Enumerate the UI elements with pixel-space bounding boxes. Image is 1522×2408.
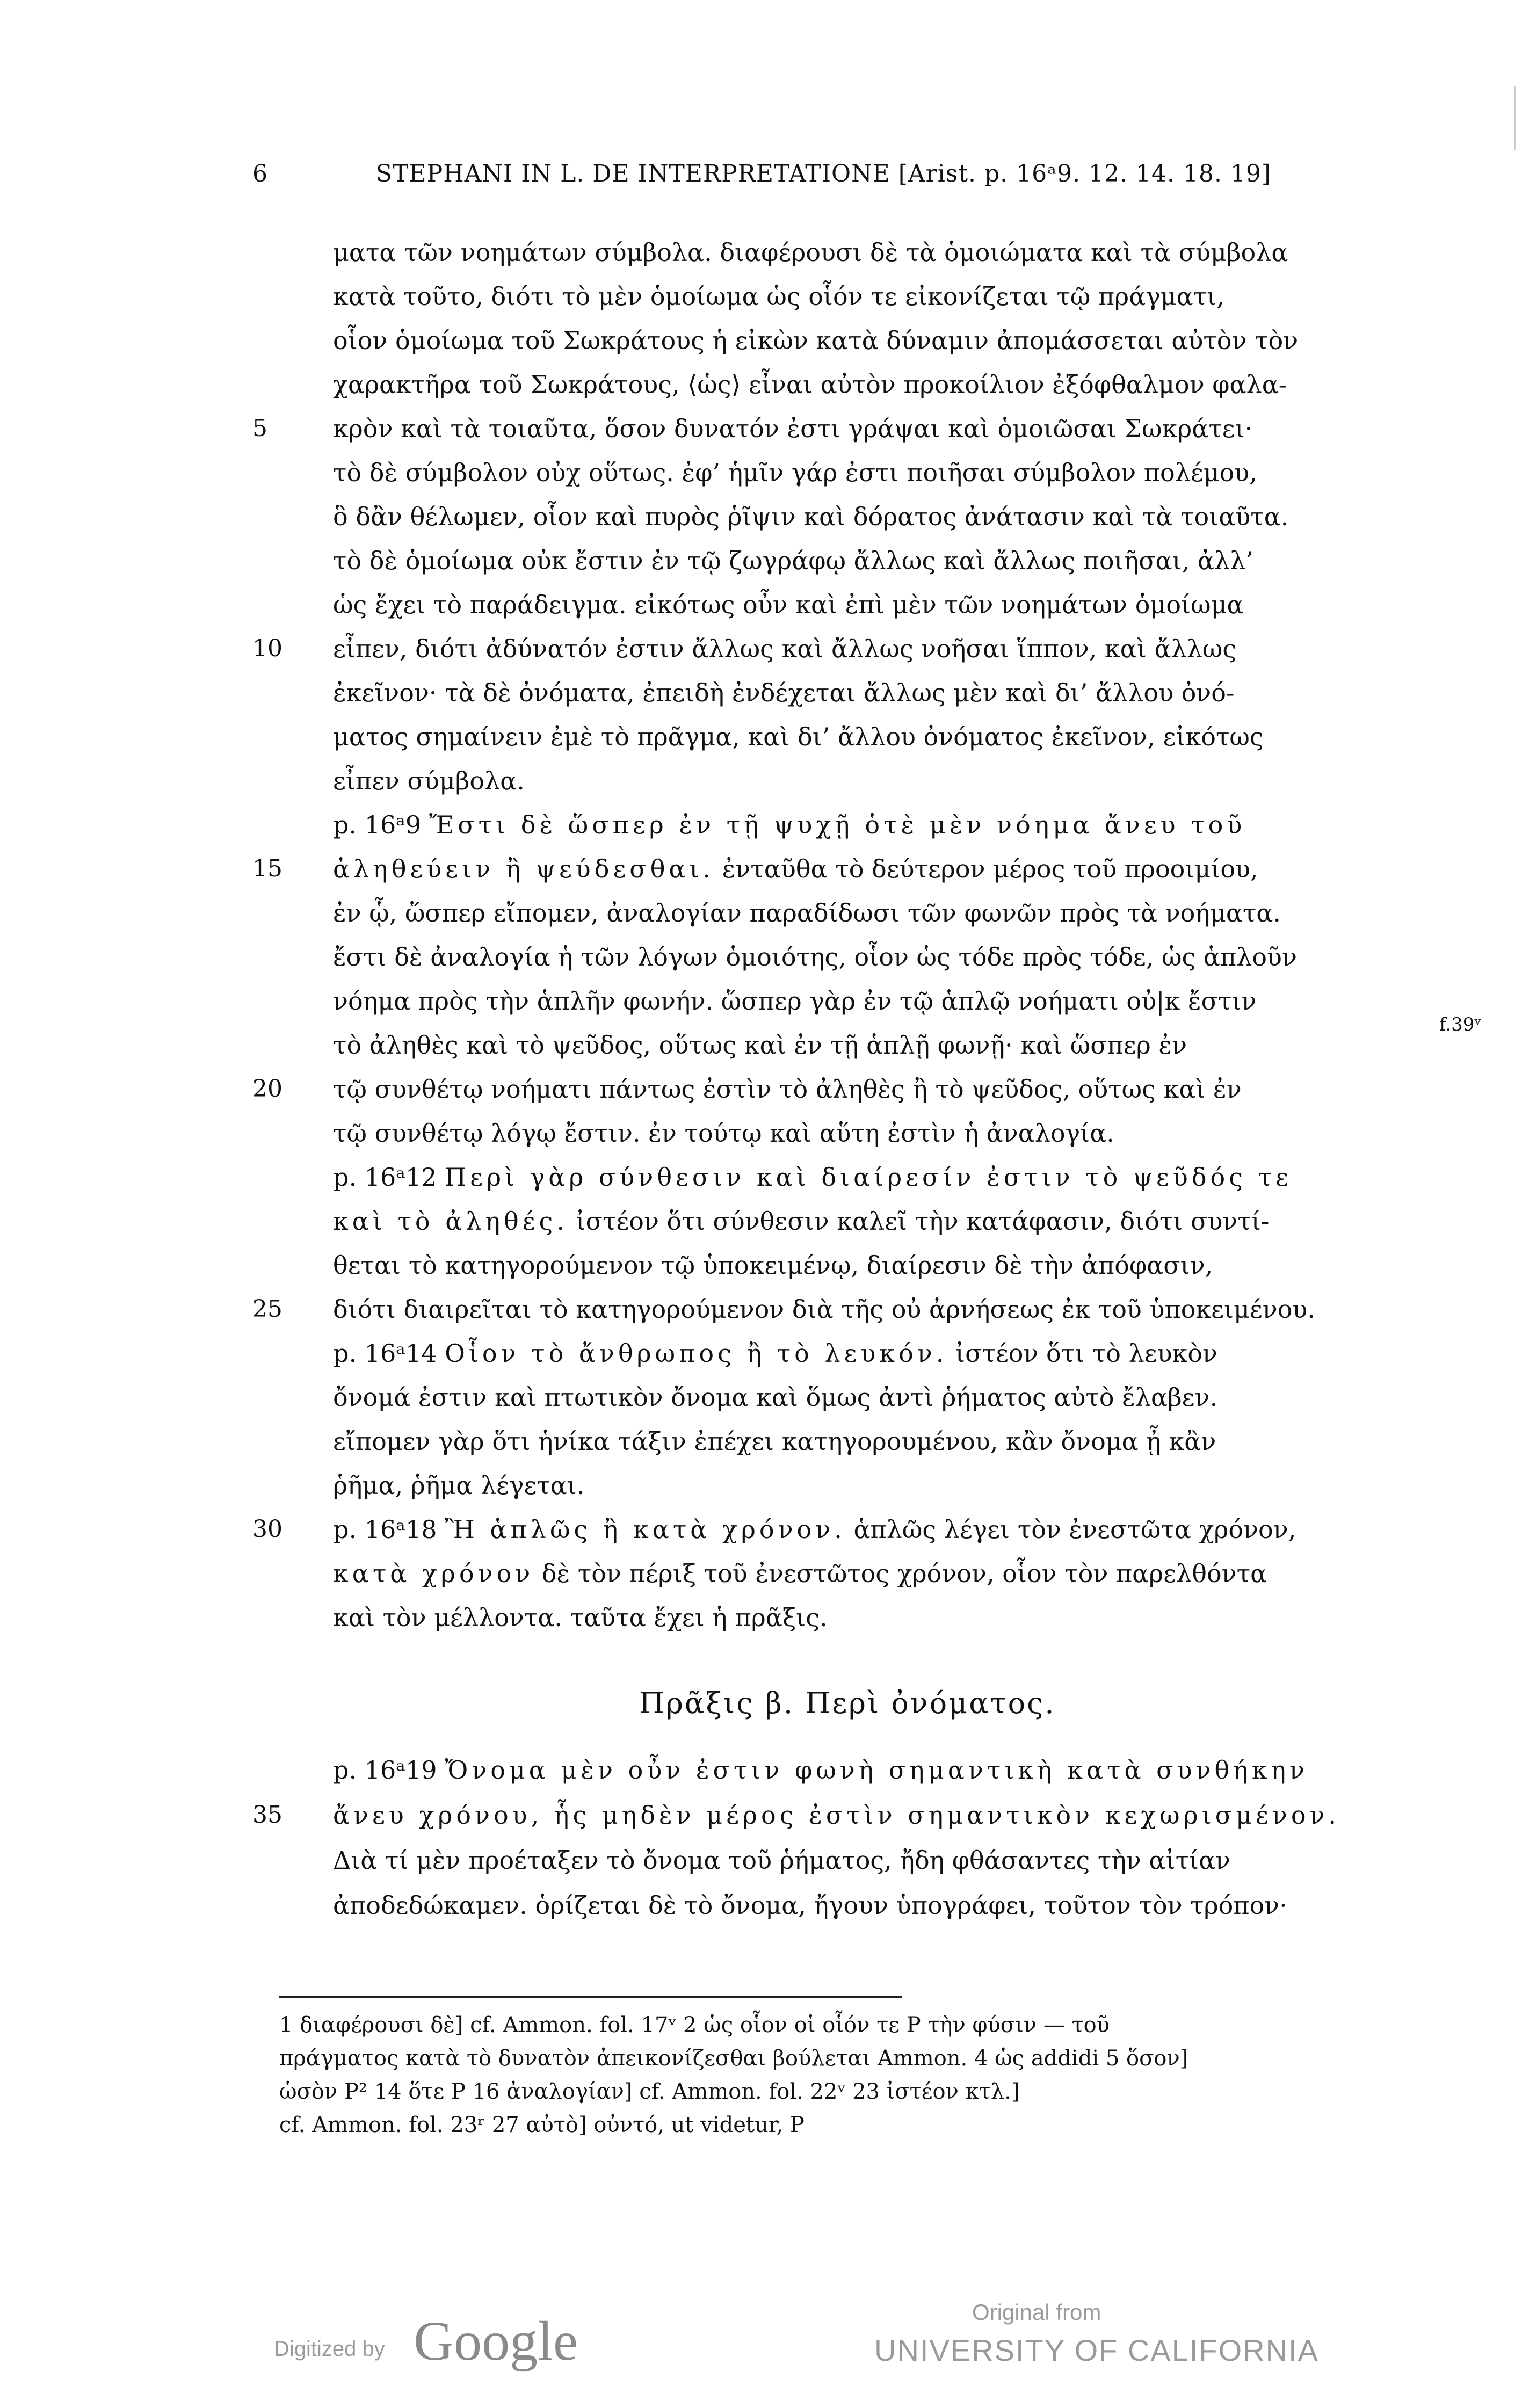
original-from-label: Original from xyxy=(972,2300,1101,2325)
commentary-text: τὸ δὲ σύμβολον οὐχ οὕτως. ἐφ’ ἡμῖν γάρ ἐστι ποιῆσαι σύμβολον πολέμου, xyxy=(333,458,1257,487)
text-line xyxy=(333,1513,1296,1546)
commentary-text: καὶ τὸν μέλλοντα. ταῦτα ἔχει ἡ πρᾶξις. xyxy=(333,1603,828,1632)
commentary-text: ἀποδεδώκαμεν. ὁρίζεται δὲ τὸ ὄνομα, ἤγουν ὑπογράφει, τοῦτον τὸν τρόπον· xyxy=(333,1891,1287,1920)
line-number: 5 xyxy=(252,415,267,442)
text-line xyxy=(333,456,1257,489)
lemma-text: Ὄνομα μὲν οὖν ἐστιν φωνὴ σημαντικὴ κατὰ συνθήκην xyxy=(445,1756,1308,1785)
lemma-reference: p. 16ᵃ18 xyxy=(333,1515,445,1544)
text-line xyxy=(333,1161,1292,1193)
lemma-text: ἄνευ χρόνου, ἧς μηδὲν μέρος ἐστὶν σημαντικὸν κεχωρισμένον. xyxy=(333,1801,1340,1830)
line-number: 35 xyxy=(252,1801,282,1829)
text-line xyxy=(333,1799,1340,1831)
text-line xyxy=(333,1381,1217,1413)
lemma-reference: p. 16ᵃ9 xyxy=(333,810,429,839)
text-line xyxy=(333,941,1297,973)
text-line xyxy=(333,1844,1230,1876)
commentary-text: εἶπεν σύμβολα. xyxy=(333,766,525,795)
commentary-text: εἴπομεν γὰρ ὅτι ἡνίκα τάξιν ἐπέχει κατηγορουμένου, κἂν ὄνομα ᾖ κἂν xyxy=(333,1427,1216,1456)
text-line xyxy=(333,633,1236,665)
text-line xyxy=(333,324,1298,357)
commentary-text: ματος σημαίνειν ἐμὲ τὸ πρᾶγμα, καὶ δι’ ἄλλου ὀνόματος ἐκεῖνον, εἰκότως xyxy=(333,722,1264,751)
text-line xyxy=(333,589,1244,621)
digitized-by-label: Digitized by xyxy=(274,2337,385,2361)
lemma-reference: p. 16ᵃ12 xyxy=(333,1163,445,1192)
text-line xyxy=(333,1754,1308,1786)
text-line xyxy=(333,1469,584,1502)
commentary-text: τὸ ἀληθὲς καὶ τὸ ψεῦδος, οὕτως καὶ ἐν τῇ ἁπλῇ φωνῇ· καὶ ὥσπερ ἐν xyxy=(333,1031,1187,1060)
line-number: 10 xyxy=(252,635,282,662)
lemma-text: Ἔστι δὲ ὥσπερ ἐν τῇ ψυχῇ ὁτὲ μὲν νόημα ἄνευ τοῦ xyxy=(429,810,1246,839)
text-line xyxy=(333,1601,828,1634)
lemma-reference: p. 16ᵃ14 xyxy=(333,1339,445,1368)
folio-reference: f.39ᵛ xyxy=(1439,1014,1482,1035)
text-line xyxy=(333,1117,1114,1149)
text-line xyxy=(333,1249,1213,1281)
footnote-line: 1 διαφέρουσι δὲ] cf. Ammon. fol. 17ᵛ 2 ὡς οἷον οἱ οἷόν τε P τὴν φύσιν — τοῦ xyxy=(279,2013,1110,2037)
text-line xyxy=(333,501,1288,533)
text-line xyxy=(333,1337,1217,1369)
commentary-text: εἶπεν, διότι ἀδύνατόν ἐστιν ἄλλως καὶ ἄλλως νοῆσαι ἵππον, καὶ ἄλλως xyxy=(333,634,1237,663)
commentary-text: οἷον ὁμοίωμα τοῦ Σωκράτους ἡ εἰκὼν κατὰ δύναμιν ἀπομάσσεται αὐτὸν τὸν xyxy=(333,326,1299,355)
commentary-text: τῷ συνθέτῳ λόγῳ ἔστιν. ἐν τούτῳ καὶ αὕτη ἐστὶν ἡ ἀναλογία. xyxy=(333,1119,1114,1148)
lemma-text: Ἢ ἁπλῶς ἢ κατὰ χρόνον. xyxy=(445,1515,846,1544)
commentary-text: νόημα πρὸς τὴν ἁπλῆν φωνήν. ὥσπερ γὰρ ἐν τῷ ἁπλῷ νοήματι οὐ|κ ἔστιν xyxy=(333,987,1257,1016)
text-line xyxy=(333,1557,1267,1590)
commentary-text: ματα τῶν νοημάτων σύμβολα. διαφέρουσι δὲ τὰ ὁμοιώματα καὶ τὰ σύμβολα xyxy=(333,238,1288,267)
lemma-text: Οἷον τὸ ἄνθρωπος ἢ τὸ λευκόν. xyxy=(445,1339,948,1368)
footnote-line: πράγματος κατὰ τὸ δυνατὸν ἀπεικονίζεσθαι βούλεται Ammon. 4 ὡς addidi 5 ὅσον] xyxy=(279,2046,1188,2071)
university-label: UNIVERSITY OF CALIFORNIA xyxy=(874,2333,1319,2367)
page-edge-mark xyxy=(1514,86,1516,150)
text-line xyxy=(333,897,1281,929)
lemma-reference: p. 16ᵃ19 xyxy=(333,1756,445,1785)
lemma-text: Περὶ γὰρ σύνθεσιν καὶ διαίρεσίν ἐστιν τὸ ψεῦδός τε xyxy=(445,1163,1292,1192)
lemma-text: κατὰ χρόνον xyxy=(333,1559,534,1588)
text-line xyxy=(333,280,1224,313)
commentary-text: δὲ τὸν πέριξ τοῦ ἐνεστῶτος χρόνον, οἷον τὸν παρελθόντα xyxy=(534,1559,1267,1588)
text-line xyxy=(333,368,1287,401)
page-number: 6 xyxy=(252,160,268,187)
text-line xyxy=(333,412,1252,445)
footnote-line: ὡσὸν P² 14 ὅτε P 16 ἀναλογίαν] cf. Ammon. fol. 22ᵛ 23 ἰστέον κτλ.] xyxy=(279,2079,1020,2104)
footnote-rule xyxy=(279,1996,902,1998)
text-line xyxy=(333,1425,1216,1457)
text-line xyxy=(333,1205,1269,1237)
footnote-line: cf. Ammon. fol. 23ʳ 27 αὐτὸ] οὐντό, ut videtur, P xyxy=(279,2113,805,2137)
section-heading: Πρᾶξις β. Περὶ ὀνόματος. xyxy=(639,1686,1056,1720)
commentary-text: ἰστέον ὅτι σύνθεσιν καλεῖ τὴν κατάφασιν, διότι συντί- xyxy=(568,1207,1270,1236)
text-line xyxy=(333,853,1258,885)
text-line xyxy=(333,721,1264,753)
commentary-text: κρὸν καὶ τὰ τοιαῦτα, ὅσον δυνατόν ἐστι γράψαι καὶ ὁμοιῶσαι Σωκράτει· xyxy=(333,414,1253,443)
line-number: 25 xyxy=(252,1295,282,1323)
text-line xyxy=(333,1293,1315,1325)
commentary-text: τῷ συνθέτῳ νοήματι πάντως ἐστὶν τὸ ἀληθὲς ἢ τὸ ψεῦδος, οὕτως καὶ ἐν xyxy=(333,1075,1242,1104)
text-line xyxy=(333,985,1256,1017)
commentary-text: κατὰ τοῦτο, διότι τὸ μὲν ὁμοίωμα ὡς οἷόν τε εἰκονίζεται τῷ πράγματι, xyxy=(333,282,1224,311)
lemma-text: καὶ τὸ ἀληθές. xyxy=(333,1207,568,1236)
text-line xyxy=(333,1889,1287,1921)
commentary-text: ὡς ἔχει τὸ παράδειγμα. εἰκότως οὖν καὶ ἐπὶ μὲν τῶν νοημάτων ὁμοίωμα xyxy=(333,590,1244,619)
commentary-text: θεται τὸ κατηγορούμενον τῷ ὑποκειμένῳ, διαίρεσιν δὲ τὴν ἀπόφασιν, xyxy=(333,1251,1213,1280)
text-line xyxy=(333,545,1253,577)
commentary-text: ῥῆμα, ῥῆμα λέγεται. xyxy=(333,1471,585,1500)
commentary-text: ἔστι δὲ ἀναλογία ἡ τῶν λόγων ὁμοιότης, οἷον ὡς τόδε πρὸς τόδε, ὡς ἁπλοῦν xyxy=(333,942,1297,971)
commentary-text: ὄνομά ἐστιν καὶ πτωτικὸν ὄνομα καὶ ὅμως ἀντὶ ῥήματος αὐτὸ ἔλαβεν. xyxy=(333,1383,1218,1412)
commentary-text: ὃ δἂν θέλωμεν, οἷον καὶ πυρὸς ῥῖψιν καὶ δόρατος ἀνάτασιν καὶ τὰ τοιαῦτα. xyxy=(333,502,1289,531)
text-line xyxy=(333,809,1245,841)
google-logo: Google xyxy=(414,2310,578,2372)
commentary-text: ἐν ᾧ, ὥσπερ εἴπομεν, ἀναλογίαν παραδίδωσι τῶν φωνῶν πρὸς τὰ νοήματα. xyxy=(333,898,1281,927)
line-number: 20 xyxy=(252,1075,282,1103)
commentary-text: χαρακτῆρα τοῦ Σωκράτους, ⟨ὡς⟩ εἶναι αὐτὸν προκοίλιον ἐξόφθαλμον φαλα- xyxy=(333,370,1287,399)
commentary-text: διότι διαιρεῖται τὸ κατηγορούμενον διὰ τῆς οὐ ἀρνήσεως ἐκ τοῦ ὑποκειμένου. xyxy=(333,1295,1315,1324)
text-line xyxy=(333,236,1288,269)
commentary-text: ἐνταῦθα τὸ δεύτερον μέρος τοῦ προοιμίου, xyxy=(714,854,1258,883)
commentary-text: Διὰ τί μὲν προέταξεν τὸ ὄνομα τοῦ ῥήματος, ἤδη φθάσαντες τὴν αἰτίαν xyxy=(333,1846,1231,1875)
text-line xyxy=(333,765,525,797)
text-line xyxy=(333,1029,1187,1061)
text-line xyxy=(333,1073,1242,1105)
commentary-text: ἐκεῖνον· τὰ δὲ ὀνόματα, ἐπειδὴ ἐνδέχεται ἄλλως μὲν καὶ δι’ ἄλλου ὀνό- xyxy=(333,678,1235,707)
line-number: 30 xyxy=(252,1515,282,1543)
text-line xyxy=(333,677,1235,709)
commentary-text: τὸ δὲ ὁμοίωμα οὐκ ἔστιν ἐν τῷ ζωγράφῳ ἄλλως καὶ ἄλλως ποιῆσαι, ἀλλ’ xyxy=(333,546,1253,575)
commentary-text: ἰστέον ὅτι τὸ λευκὸν xyxy=(947,1339,1217,1368)
lemma-text: ἀληθεύειν ἢ ψεύδεσθαι. xyxy=(333,854,715,883)
running-title: STEPHANI IN L. DE INTERPRETATIONE [Arist. p. 16ᵃ9. 12. 14. 18. 19] xyxy=(376,160,1272,187)
commentary-text: ἁπλῶς λέγει τὸν ἐνεστῶτα χρόνον, xyxy=(845,1515,1296,1544)
line-number: 15 xyxy=(252,855,282,882)
